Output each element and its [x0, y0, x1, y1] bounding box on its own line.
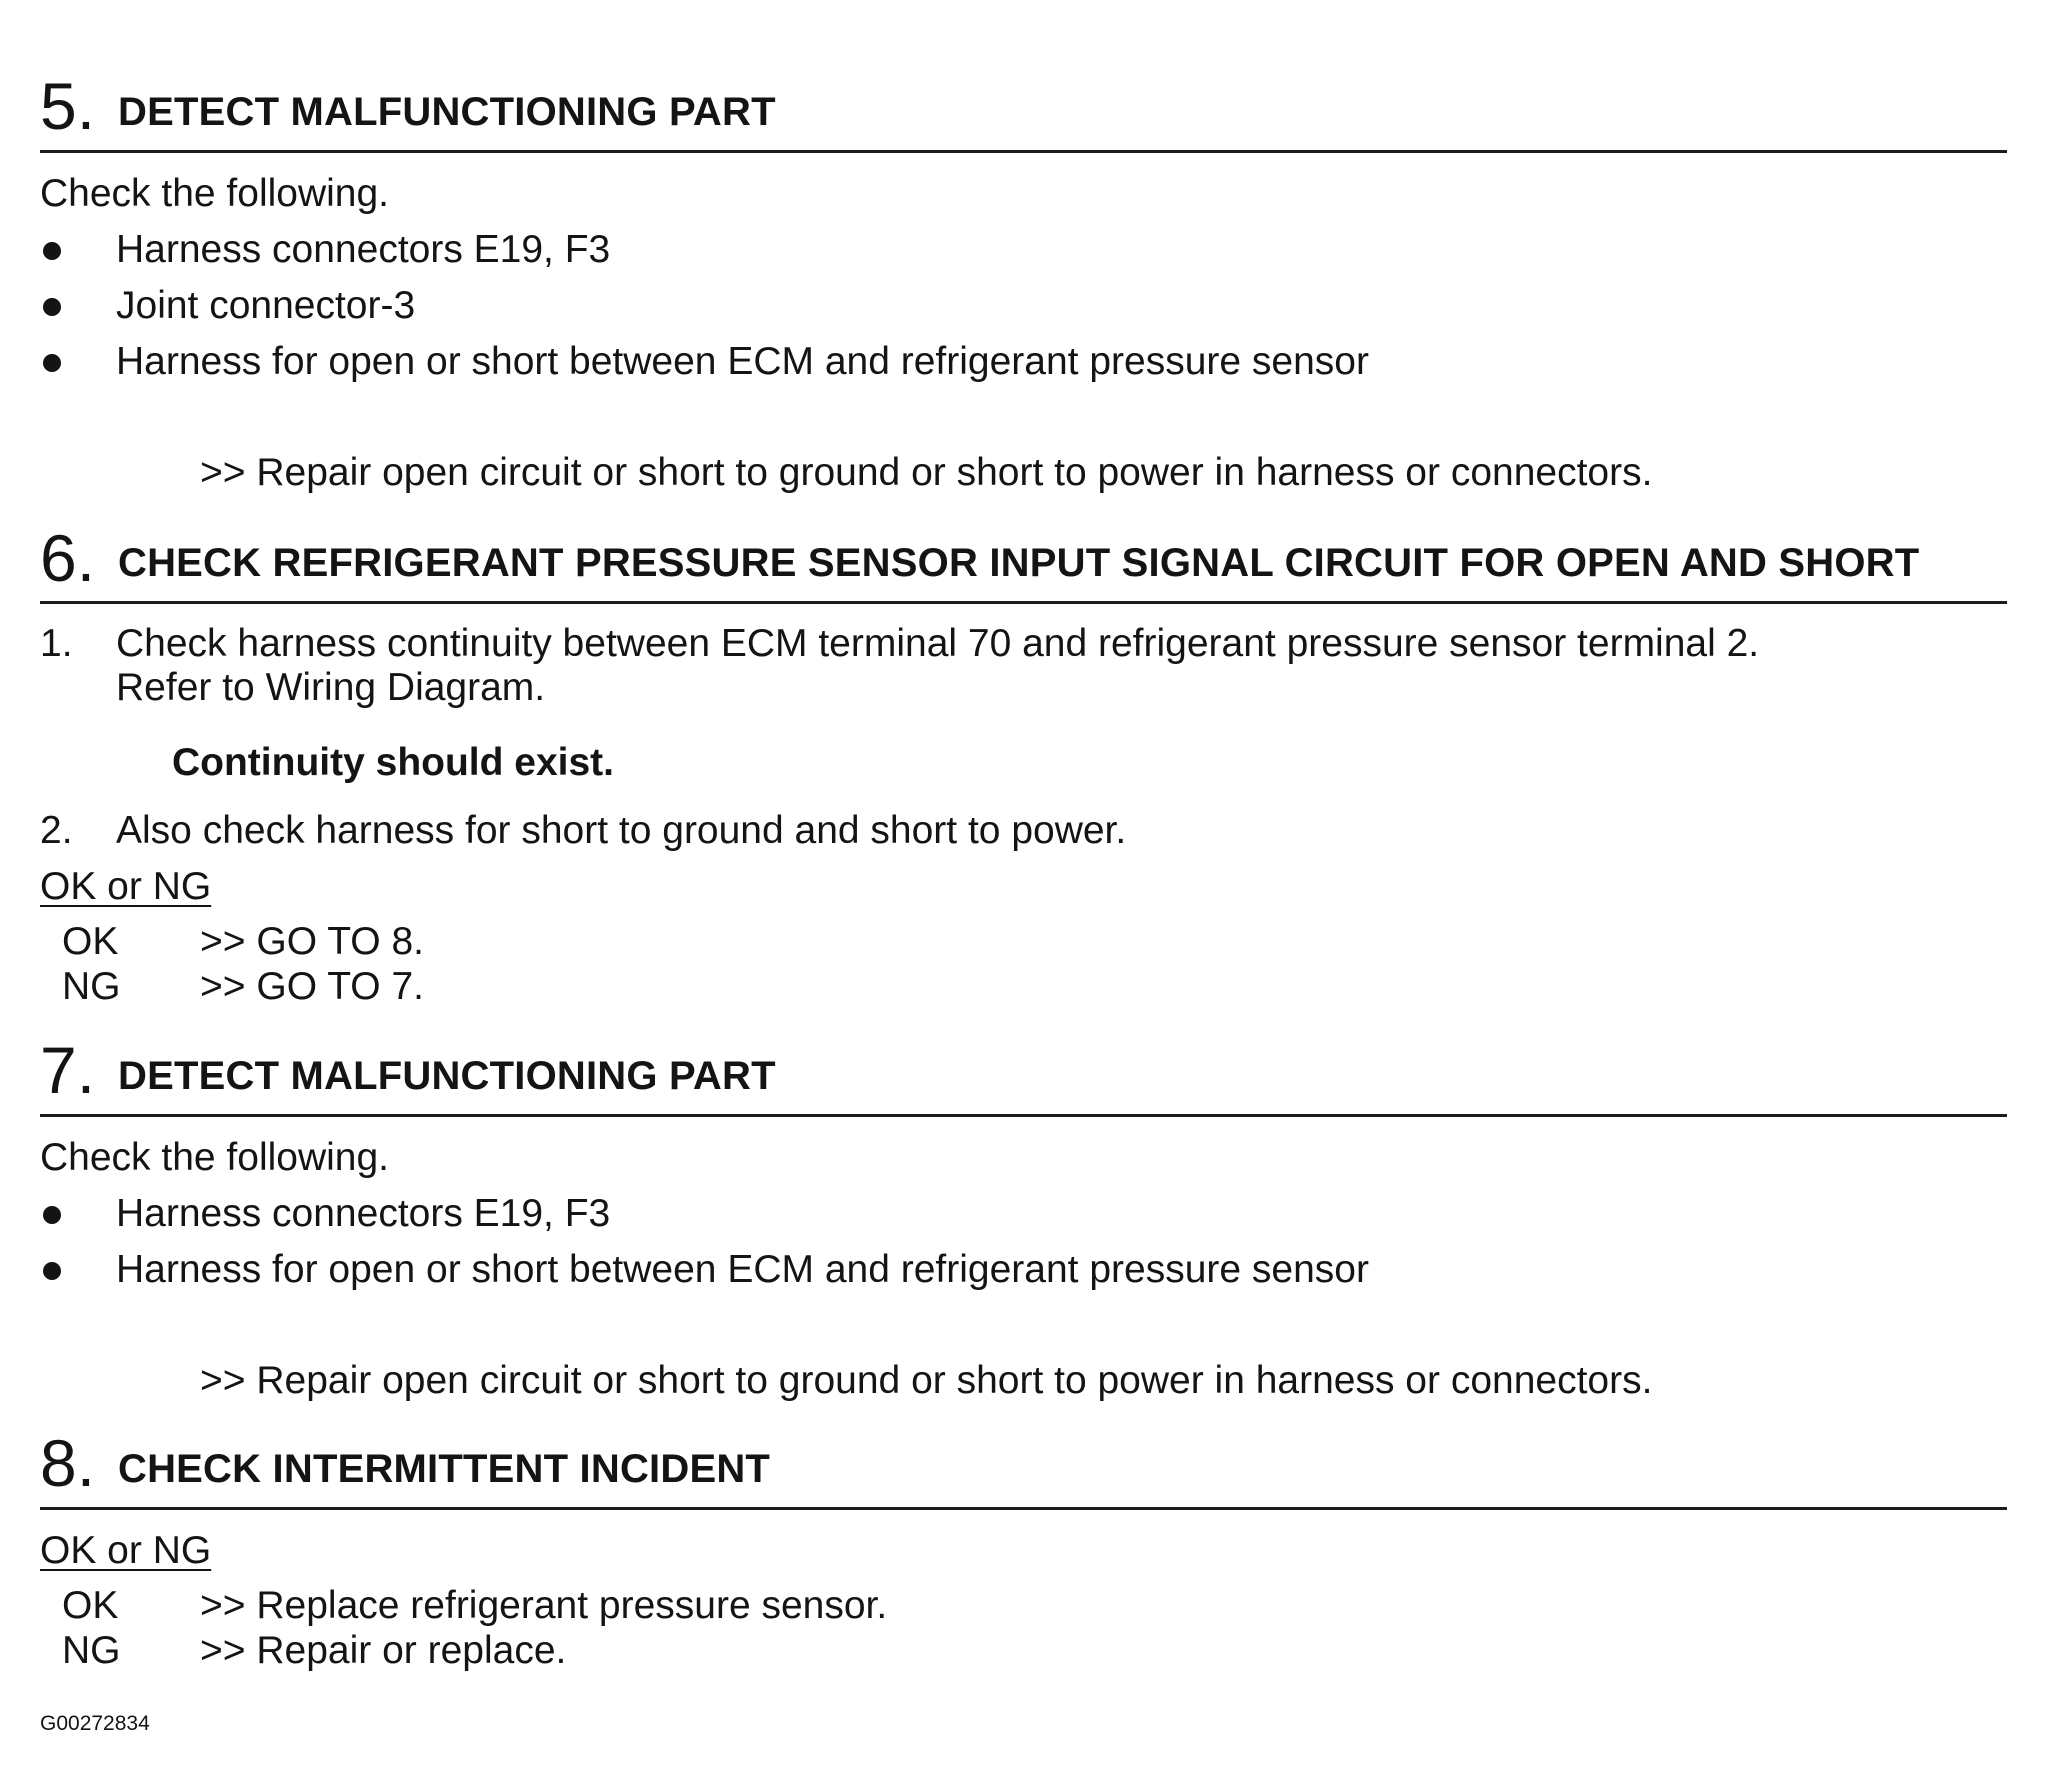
step-6-ok-label: OK: [62, 920, 119, 963]
step-5-action: >> Repair open circuit or short to ground or short to power in harness or connectors.: [200, 451, 1653, 494]
step-5-number: 5.: [40, 69, 96, 143]
step-6-divider: [40, 601, 2007, 604]
step-6-item-1-reference: Refer to Wiring Diagram.: [116, 666, 546, 709]
step-8-title: CHECK INTERMITTENT INCIDENT: [118, 1447, 771, 1491]
step-8-divider: [40, 1507, 2007, 1510]
step-7-bullet-1: Harness connectors E19, F3: [116, 1192, 611, 1235]
bullet-icon: [43, 298, 61, 316]
step-7-action: >> Repair open circuit or short to ground or short to power in harness or connectors.: [200, 1359, 1653, 1402]
step-8-ok-action: >> Replace refrigerant pressure sensor.: [200, 1584, 888, 1627]
step-5-bullet-1: Harness connectors E19, F3: [116, 228, 611, 271]
step-5-bullet-2: Joint connector-3: [116, 284, 416, 327]
step-6-item-1-text: Check harness continuity between ECM terminal 70 and refrigerant pressure sensor terminal 2.: [116, 622, 1760, 665]
step-8-number: 8.: [40, 1426, 96, 1500]
step-8-ng-action: >> Repair or replace.: [200, 1629, 567, 1672]
step-6-item-2-text: Also check harness for short to ground and short to power.: [116, 809, 1127, 852]
step-5-title: DETECT MALFUNCTIONING PART: [118, 90, 776, 134]
step-7-intro: Check the following.: [40, 1136, 390, 1179]
step-6-title: CHECK REFRIGERANT PRESSURE SENSOR INPUT SIGNAL CIRCUIT FOR OPEN AND SHORT: [118, 541, 1920, 585]
step-5-intro: Check the following.: [40, 172, 390, 215]
step-6-item-1-number: 1.: [40, 622, 73, 665]
step-6-ng-label: NG: [62, 965, 121, 1008]
step-7-divider: [40, 1114, 2007, 1117]
step-6-ok-action: >> GO TO 8.: [200, 920, 425, 963]
step-5-divider: [40, 150, 2007, 153]
bullet-icon: [43, 1206, 61, 1224]
step-8-ok-label: OK: [62, 1584, 119, 1627]
step-6-number: 6.: [40, 521, 96, 595]
step-8-result-heading: OK or NG: [40, 1529, 212, 1572]
step-8-ng-label: NG: [62, 1629, 121, 1672]
step-6-result-heading: OK or NG: [40, 865, 212, 908]
step-6-ng-action: >> GO TO 7.: [200, 965, 425, 1008]
bullet-icon: [43, 354, 61, 372]
step-6-item-2-number: 2.: [40, 809, 73, 852]
step-7-title: DETECT MALFUNCTIONING PART: [118, 1054, 776, 1098]
bullet-icon: [43, 242, 61, 260]
step-7-bullet-2: Harness for open or short between ECM and refrigerant pressure sensor: [116, 1248, 1369, 1291]
step-7-number: 7.: [40, 1033, 96, 1107]
step-5-bullet-3: Harness for open or short between ECM and refrigerant pressure sensor: [116, 340, 1369, 383]
step-6-spec: Continuity should exist.: [172, 741, 615, 784]
figure-id: G00272834: [40, 1712, 150, 1735]
bullet-icon: [43, 1262, 61, 1280]
